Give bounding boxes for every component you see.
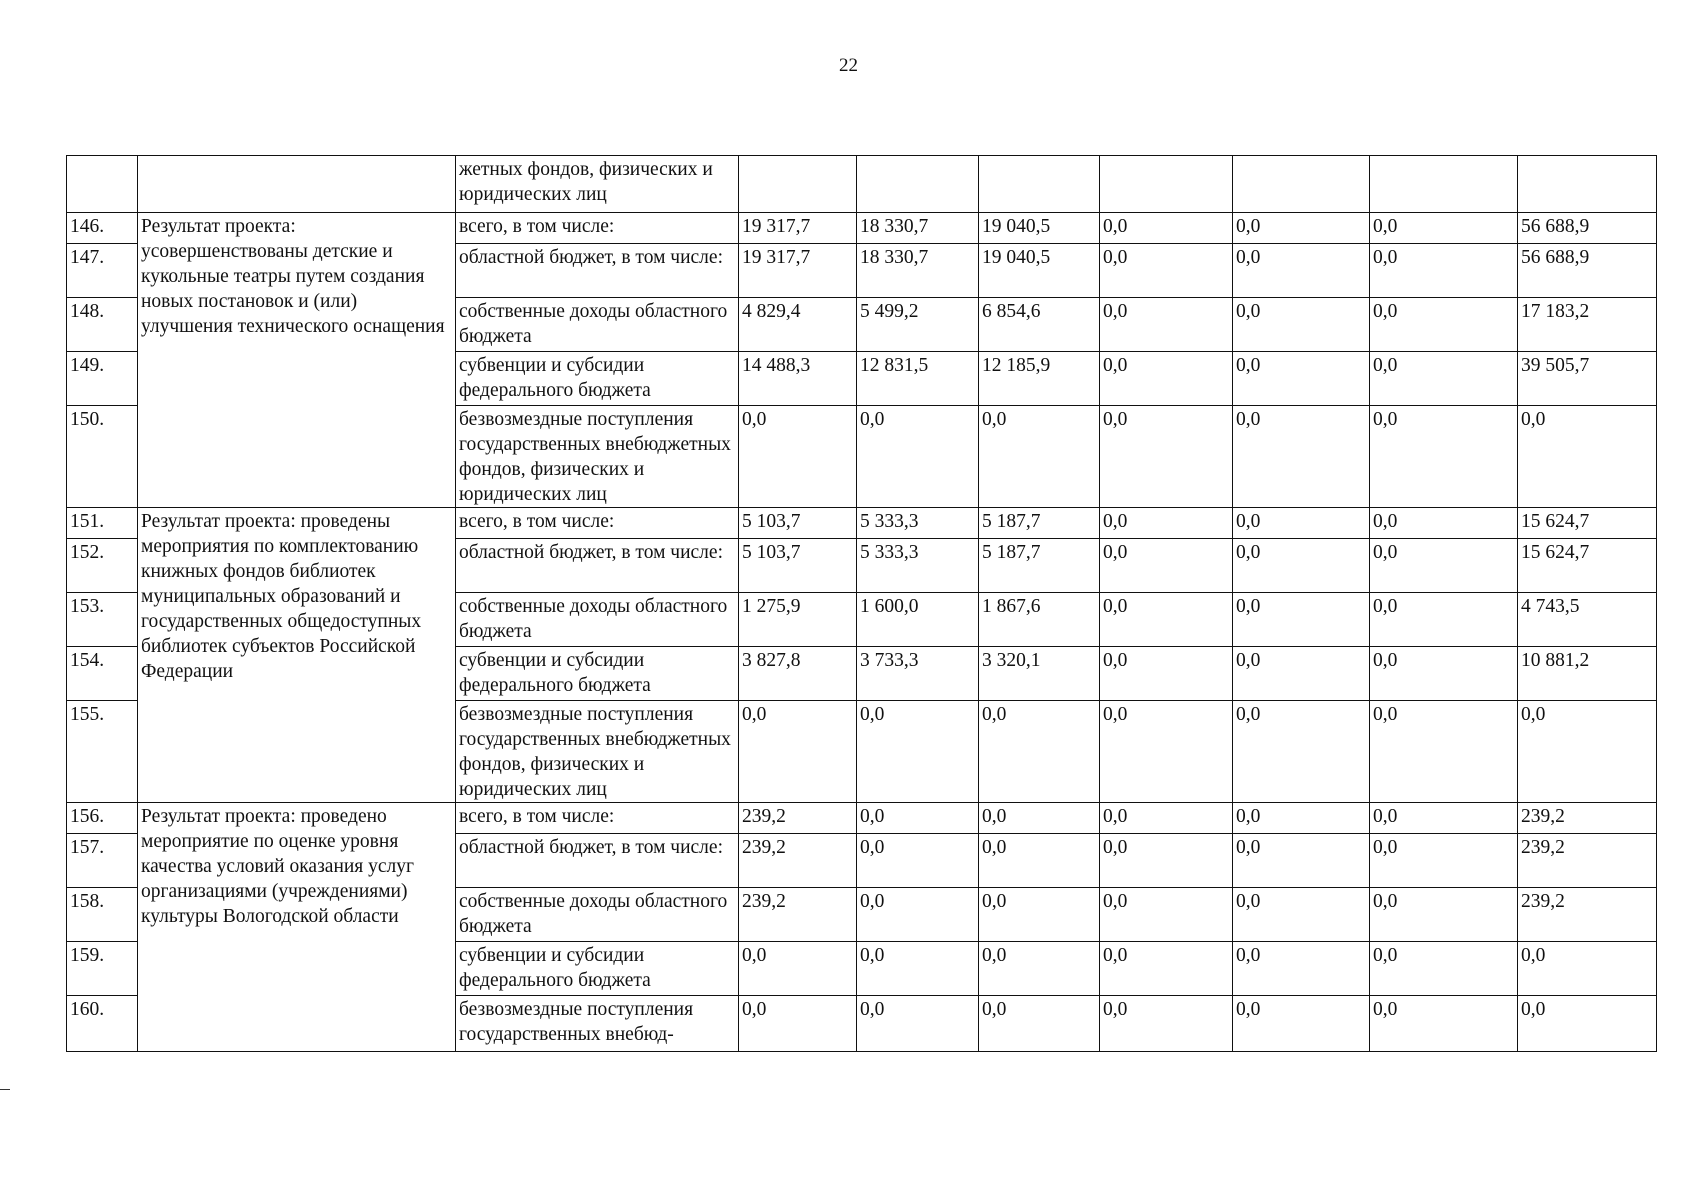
value-cell: 0,0 — [1233, 213, 1370, 244]
row-number-cell: 152. — [67, 539, 138, 593]
value-cell: 0,0 — [1100, 647, 1233, 701]
value-cell: 0,0 — [1370, 942, 1518, 996]
value-cell — [979, 156, 1100, 213]
page-number: 22 — [839, 55, 858, 76]
value-cell: 0,0 — [979, 803, 1100, 834]
value-cell: 0,0 — [1233, 888, 1370, 942]
value-cell: 0,0 — [1100, 406, 1233, 508]
value-cell: 0,0 — [1370, 888, 1518, 942]
value-cell: 0,0 — [1233, 803, 1370, 834]
table-row — [67, 803, 1657, 834]
value-cell: 0,0 — [857, 701, 979, 803]
value-cell: 5 499,2 — [857, 298, 979, 352]
value-cell: 0,0 — [1370, 803, 1518, 834]
value-cell: 239,2 — [1518, 888, 1657, 942]
row-number-cell: 159. — [67, 942, 138, 996]
value-cell: 0,0 — [1100, 593, 1233, 647]
value-cell: 39 505,7 — [1518, 352, 1657, 406]
margin-mark — [0, 1089, 10, 1090]
value-cell: 0,0 — [1100, 352, 1233, 406]
funding-source-cell: безвозмездные поступления государственных внебюджетных фондов, физических и юридических лиц — [456, 701, 739, 803]
result-description-cell: Результат проекта: проведено мероприятие по оценке уровня качества условий оказания услуг организациями (учреждениями) культуры Вологодской области — [138, 803, 456, 1052]
value-cell: 0,0 — [979, 942, 1100, 996]
value-cell: 239,2 — [739, 834, 857, 888]
value-cell: 0,0 — [857, 834, 979, 888]
value-cell: 0,0 — [739, 406, 857, 508]
value-cell — [1100, 156, 1233, 213]
funding-source-cell: жетных фондов, физических и юридических лиц — [456, 156, 739, 213]
funding-source-cell: субвенции и субсидии федерального бюджета — [456, 647, 739, 701]
funding-source-cell: собственные доходы областного бюджета — [456, 298, 739, 352]
value-cell: 3 320,1 — [979, 647, 1100, 701]
value-cell: 0,0 — [979, 406, 1100, 508]
value-cell: 0,0 — [1100, 298, 1233, 352]
value-cell: 14 488,3 — [739, 352, 857, 406]
value-cell: 0,0 — [1370, 996, 1518, 1052]
row-number-cell — [67, 156, 138, 213]
value-cell: 239,2 — [739, 888, 857, 942]
row-number-cell: 158. — [67, 888, 138, 942]
value-cell: 4 829,4 — [739, 298, 857, 352]
value-cell: 56 688,9 — [1518, 213, 1657, 244]
value-cell: 18 330,7 — [857, 213, 979, 244]
funding-source-cell: всего, в том числе: — [456, 213, 739, 244]
value-cell: 0,0 — [1370, 508, 1518, 539]
value-cell: 3 733,3 — [857, 647, 979, 701]
value-cell: 0,0 — [739, 942, 857, 996]
value-cell: 0,0 — [1100, 701, 1233, 803]
funding-source-cell: собственные доходы областного бюджета — [456, 593, 739, 647]
row-number-cell: 154. — [67, 647, 138, 701]
value-cell: 6 854,6 — [979, 298, 1100, 352]
value-cell: 5 103,7 — [739, 508, 857, 539]
value-cell: 0,0 — [1370, 701, 1518, 803]
value-cell: 0,0 — [1233, 539, 1370, 593]
value-cell — [1370, 156, 1518, 213]
value-cell: 5 187,7 — [979, 539, 1100, 593]
value-cell: 5 103,7 — [739, 539, 857, 593]
row-number-cell: 146. — [67, 213, 138, 244]
value-cell: 0,0 — [1100, 539, 1233, 593]
funding-source-cell: всего, в том числе: — [456, 803, 739, 834]
value-cell: 0,0 — [1370, 298, 1518, 352]
value-cell: 0,0 — [1233, 942, 1370, 996]
value-cell: 15 624,7 — [1518, 539, 1657, 593]
value-cell: 239,2 — [739, 803, 857, 834]
value-cell: 0,0 — [1233, 834, 1370, 888]
funding-source-cell: субвенции и субсидии федерального бюджета — [456, 352, 739, 406]
table-row-continued — [67, 156, 1657, 213]
value-cell: 19 317,7 — [739, 244, 857, 298]
funding-source-cell: областной бюджет, в том числе: — [456, 834, 739, 888]
table-row — [67, 508, 1657, 539]
value-cell: 5 333,3 — [857, 508, 979, 539]
value-cell — [1518, 156, 1657, 213]
value-cell: 239,2 — [1518, 803, 1657, 834]
value-cell: 0,0 — [1518, 701, 1657, 803]
funding-source-cell: безвозмездные поступления государственных внебюджетных фондов, физических и юридических лиц — [456, 406, 739, 508]
row-number-cell: 150. — [67, 406, 138, 508]
value-cell: 0,0 — [857, 942, 979, 996]
value-cell: 0,0 — [1100, 834, 1233, 888]
value-cell: 19 040,5 — [979, 244, 1100, 298]
row-number-cell: 147. — [67, 244, 138, 298]
value-cell: 0,0 — [1370, 406, 1518, 508]
value-cell: 0,0 — [1233, 508, 1370, 539]
value-cell: 0,0 — [1518, 996, 1657, 1052]
value-cell: 0,0 — [1100, 888, 1233, 942]
value-cell: 15 624,7 — [1518, 508, 1657, 539]
value-cell: 18 330,7 — [857, 244, 979, 298]
value-cell — [857, 156, 979, 213]
value-cell: 0,0 — [1370, 213, 1518, 244]
funding-source-cell: областной бюджет, в том числе: — [456, 244, 739, 298]
value-cell: 0,0 — [979, 996, 1100, 1052]
value-cell: 56 688,9 — [1518, 244, 1657, 298]
value-cell: 1 600,0 — [857, 593, 979, 647]
value-cell: 239,2 — [1518, 834, 1657, 888]
table-row — [67, 213, 1657, 244]
value-cell: 19 040,5 — [979, 213, 1100, 244]
value-cell — [1233, 156, 1370, 213]
value-cell: 0,0 — [1233, 701, 1370, 803]
row-number-cell: 155. — [67, 701, 138, 803]
funding-source-cell: субвенции и субсидии федерального бюджета — [456, 942, 739, 996]
value-cell: 3 827,8 — [739, 647, 857, 701]
funding-source-cell: собственные доходы областного бюджета — [456, 888, 739, 942]
value-cell: 0,0 — [1100, 213, 1233, 244]
row-number-cell: 151. — [67, 508, 138, 539]
funding-source-cell: всего, в том числе: — [456, 508, 739, 539]
funding-table — [66, 155, 1657, 1052]
row-number-cell: 157. — [67, 834, 138, 888]
value-cell: 0,0 — [1370, 834, 1518, 888]
row-number-cell: 160. — [67, 996, 138, 1052]
value-cell: 0,0 — [1233, 244, 1370, 298]
value-cell: 0,0 — [1370, 647, 1518, 701]
value-cell: 0,0 — [1100, 508, 1233, 539]
value-cell — [739, 156, 857, 213]
value-cell: 0,0 — [857, 406, 979, 508]
value-cell: 0,0 — [1233, 352, 1370, 406]
value-cell: 0,0 — [1518, 942, 1657, 996]
value-cell: 10 881,2 — [1518, 647, 1657, 701]
table-body — [67, 156, 1657, 1052]
value-cell: 0,0 — [1100, 803, 1233, 834]
value-cell: 19 317,7 — [739, 213, 857, 244]
value-cell: 12 831,5 — [857, 352, 979, 406]
result-description-cell: Результат проекта: проведены мероприятия по комплектованию книжных фондов библиотек муниципальных образований и государственных общедоступных библиотек субъектов Российской Федерации — [138, 508, 456, 803]
value-cell: 0,0 — [979, 888, 1100, 942]
value-cell: 4 743,5 — [1518, 593, 1657, 647]
value-cell: 0,0 — [979, 701, 1100, 803]
row-number-cell: 149. — [67, 352, 138, 406]
description-cell — [138, 156, 456, 213]
value-cell: 0,0 — [1233, 298, 1370, 352]
value-cell: 0,0 — [857, 803, 979, 834]
row-number-cell: 156. — [67, 803, 138, 834]
value-cell: 12 185,9 — [979, 352, 1100, 406]
value-cell: 1 867,6 — [979, 593, 1100, 647]
result-description-cell: Результат проекта: усовершенствованы детские и кукольные театры путем создания новых постановок и (или) улучшения технического оснащения — [138, 213, 456, 508]
value-cell: 0,0 — [1233, 406, 1370, 508]
value-cell: 5 333,3 — [857, 539, 979, 593]
value-cell: 0,0 — [1233, 996, 1370, 1052]
row-number-cell: 153. — [67, 593, 138, 647]
value-cell: 0,0 — [1370, 352, 1518, 406]
value-cell: 0,0 — [1100, 996, 1233, 1052]
funding-source-cell: безвозмездные поступления государственных внебюд- — [456, 996, 739, 1052]
value-cell: 0,0 — [1370, 539, 1518, 593]
value-cell: 0,0 — [1370, 593, 1518, 647]
funding-source-cell: областной бюджет, в том числе: — [456, 539, 739, 593]
value-cell: 0,0 — [857, 996, 979, 1052]
value-cell: 1 275,9 — [739, 593, 857, 647]
value-cell: 0,0 — [1100, 244, 1233, 298]
value-cell: 0,0 — [857, 888, 979, 942]
value-cell: 0,0 — [1233, 647, 1370, 701]
value-cell: 0,0 — [1518, 406, 1657, 508]
value-cell: 0,0 — [1233, 593, 1370, 647]
value-cell: 0,0 — [1100, 942, 1233, 996]
row-number-cell: 148. — [67, 298, 138, 352]
value-cell: 0,0 — [1370, 244, 1518, 298]
value-cell: 5 187,7 — [979, 508, 1100, 539]
value-cell: 0,0 — [739, 996, 857, 1052]
value-cell: 0,0 — [739, 701, 857, 803]
value-cell: 17 183,2 — [1518, 298, 1657, 352]
value-cell: 0,0 — [979, 834, 1100, 888]
